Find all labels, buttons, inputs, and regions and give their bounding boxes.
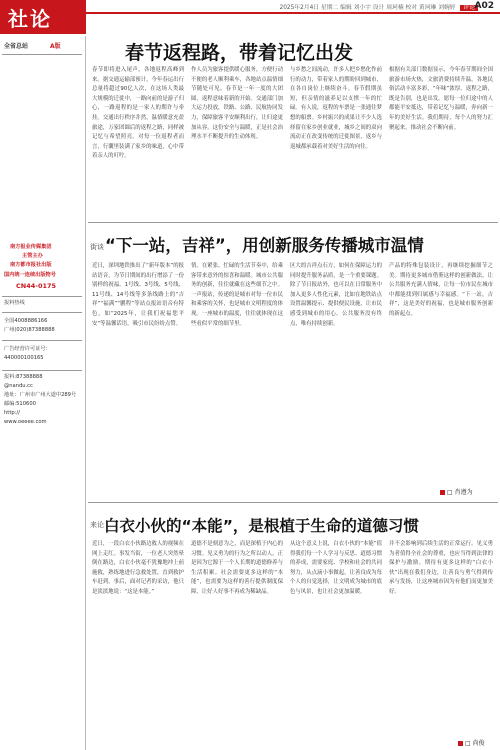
section-divider [88, 222, 498, 223]
subscribe-line-1: 全国4008886166 [4, 318, 48, 324]
header-rule [86, 12, 500, 14]
contact-line-1: 报料:87388888 [4, 374, 43, 380]
publisher-line-1: 南方报业传媒集团 [10, 244, 52, 250]
article-3-tag: 来论 [90, 521, 104, 529]
article-2-byline [440, 487, 473, 496]
article-2-col-4: 产品的特殊包装设计，再继续挖掘细节之美。期待更多城市借鉴这样的创新做法，让公共服务充满人情味，让每一位市民在城市中都能找到归属感与幸福感。“下一站，吉祥”，这是美好的祝福，也是城市服务创新的新起点。 [389, 263, 493, 317]
article-3-col-2: 道德不是刻意为之，而是深植于内心的习惯。见义勇为的行为之所以动人，正是因为它源于一个人长期的道德修养与生活积累。社会需要更多这样的“本能”，也需要为这样的善行提供制度保障，让好人好事不再成为稀缺品。 [191, 541, 283, 595]
publisher-line-2: 主管主办 [22, 253, 43, 259]
sidebar-divider [2, 312, 82, 313]
article-2-author: □ 肖遵为 [447, 489, 473, 496]
contact-line-5: http:// [4, 410, 20, 416]
sidebar-divider [2, 296, 82, 297]
section-title: 社论 [8, 7, 52, 31]
cn-number: CN44-0175 [16, 282, 57, 290]
station-tag: A版 [50, 43, 61, 50]
contact-line-6: www.oeeee.com [4, 419, 47, 425]
article-1-col-4: 根据有关部门数据显示，今年春节期间全国旅游市场火热，文旅消费持续升温，各地民俗活动丰富多彩，“年味”浓厚。返程之路，既是告别，也是出发。愿每一位归途中的人都能平安抵达，带着记忆与温暖，奔向新一年的美好生活。我们期待，每个人的努力汇聚起来，推动社会不断向前。 [389, 67, 493, 131]
contact-line-2: @nandu.cc [4, 383, 33, 389]
article-3-col-1: 近日，一段白衣小伙路边救人的视频在网上走红。事发当街，一位老人突然晕倒在路边，白衣小伙毫不犹豫地冲上前施救，熟练地进行急救处置，直到救护车赶到。事后，面对记者的采访，他只是淡淡地说：“这是本能。” [92, 541, 184, 595]
station-label: 全省总站 [4, 43, 29, 50]
cn-label: 国内统一连续出版物号 [4, 272, 56, 278]
section-divider [88, 502, 498, 503]
article-2-col-2: 情，在紧张、忙碌的生活节奏中，给乘客带来意外的惊喜和温暖。城市公共服务的创新，往往就藏在这些细节之中。一声报站，传递的是城市对每一位市民和乘客的关怀，也是城市文明程度的体现。一座城市的温度，往往就体现在这些看似平常的细节里。 [191, 263, 283, 327]
article-3-author: □ 尚俊 [465, 740, 485, 747]
header-editors: 2025年2月4日 星期二 编辑 刘小宇 设计 周珂楠 校对 黄珂琳 刘婉婷 [279, 5, 456, 11]
subscribe-label: 报料热线 [4, 300, 25, 306]
edition-badge: 评论 [460, 5, 478, 11]
subscribe-line-2: 广州(020)87388888 [4, 327, 55, 333]
ad-license-label: 广告经营许可证号： [4, 346, 51, 352]
article-3-col-3: 从这个意义上说，白衣小伙的“本能”值得我们每一个人学习与反思。道德习惯的养成，需要家庭、学校和社会的共同努力，从点滴小事做起，让善良成为每个人的自觉选择，让文明成为城市的底色与风景，也让社会更加温暖。 [290, 541, 382, 595]
article-2-col-3: 区大的吉祥点石方，如何在保障运力的同时提升服务品质，是一个重要课题。除了节日报站外，也可以在日常服务中加入更多人性化元素，比如在地铁站点设置温馨提示、提供便民设施，让市民感受到城市的用心。公共服务没有终点，唯有持续创新。 [290, 263, 382, 327]
sidebar [2, 36, 84, 425]
article-2-headline: “下一站，吉祥”，用创新服务传播城市温情 [105, 236, 424, 255]
publisher-line-3: 南方都市报社出版 [10, 262, 52, 268]
article-3-col-4: 并不会影响到后续生活的正常运行。见义勇为者值得全社会的尊重，也应当得到法律的保护与激励。期待有更多这样的“白衣小伙”出现在我们身边，让善良与勇气得到传承与发扬，让这座城市因为有他们而更加美好。 [389, 541, 493, 595]
article-3-byline [458, 738, 485, 747]
header-info [250, 2, 478, 11]
sidebar-divider [2, 370, 82, 371]
article-1-headline: 春节返程路，带着记忆出发 [125, 42, 354, 64]
page-number: A02 [474, 1, 494, 11]
byline-marker-icon [458, 741, 463, 746]
contact-line-4: 邮编:510600 [4, 401, 36, 407]
sidebar-divider [2, 54, 82, 55]
contact-line-3: 地址：广州市广州大道中289号 [4, 392, 77, 398]
article-3-headline: 白衣小伙的“本能”，是根植于生命的道德习惯 [104, 517, 419, 535]
article-2-tag: 街谈 [90, 243, 104, 251]
article-1-col-3: 与乡愁之间流动，许多人把乡愁化作前行的动力，带着家人的期盼回到城市，在各自岗位上继续奋斗。春节假期虽短，但亲情的滋养足以支撑一年的忙碌。有人说，返程的车票是一张通往梦想的船票。乡村振兴的成果让不少人选择留在家乡创业就业，城乡之间的双向流动正在改变传统的迁徙图景，返乡与返城都承载着对美好生活的向往。 [290, 67, 382, 150]
article-2-col-1: 近日，深圳地铁推出了“新年版本”的报站语音，为节日期间的出行增添了一份别样的祝福。1号线、3号线、5号线、11号线、14号线等多条线路上的“吉祥”“福满”“鹏程”等站点报站语音有特色，如“2025年，让我们祝福您平安”等温馨话语，吸引市民纷纷点赞。 [92, 263, 184, 327]
ad-license-number: 440000100165 [4, 355, 44, 361]
article-1-col-1: 春节即将进入尾声，各地返程高峰到来。据交通运输部预计，今年春运出行总量将超过90亿人次，在这场人类最大规模的迁徙中，一路向前的是游子归心，一路返程的是一家人的期许与牵挂。交通出行秩序井然，温情暖意充盈旅途，万家团圆后的返程之路，同样被记忆与希望照亮。对每一位返程者而言，行囊里装满了家乡的味道，心中带着亲人的叮咛。 [92, 67, 184, 160]
byline-marker-icon [440, 490, 445, 495]
sidebar-divider [2, 340, 82, 341]
article-1-col-2: 作人员为旅客提供暖心服务，方便行动不便的老人顺利乘车，各地站点温情细节随处可见。春节是一年一度的大团圆，返程意味着新的开始。交通部门加大运力投放，铁路、公路、民航协同发力，保障旅客平安顺利出行，让归途更加从容。这份安全与温暖，正是社会治理水平不断提升的生动体现。 [191, 67, 283, 141]
column-rule [85, 36, 86, 750]
